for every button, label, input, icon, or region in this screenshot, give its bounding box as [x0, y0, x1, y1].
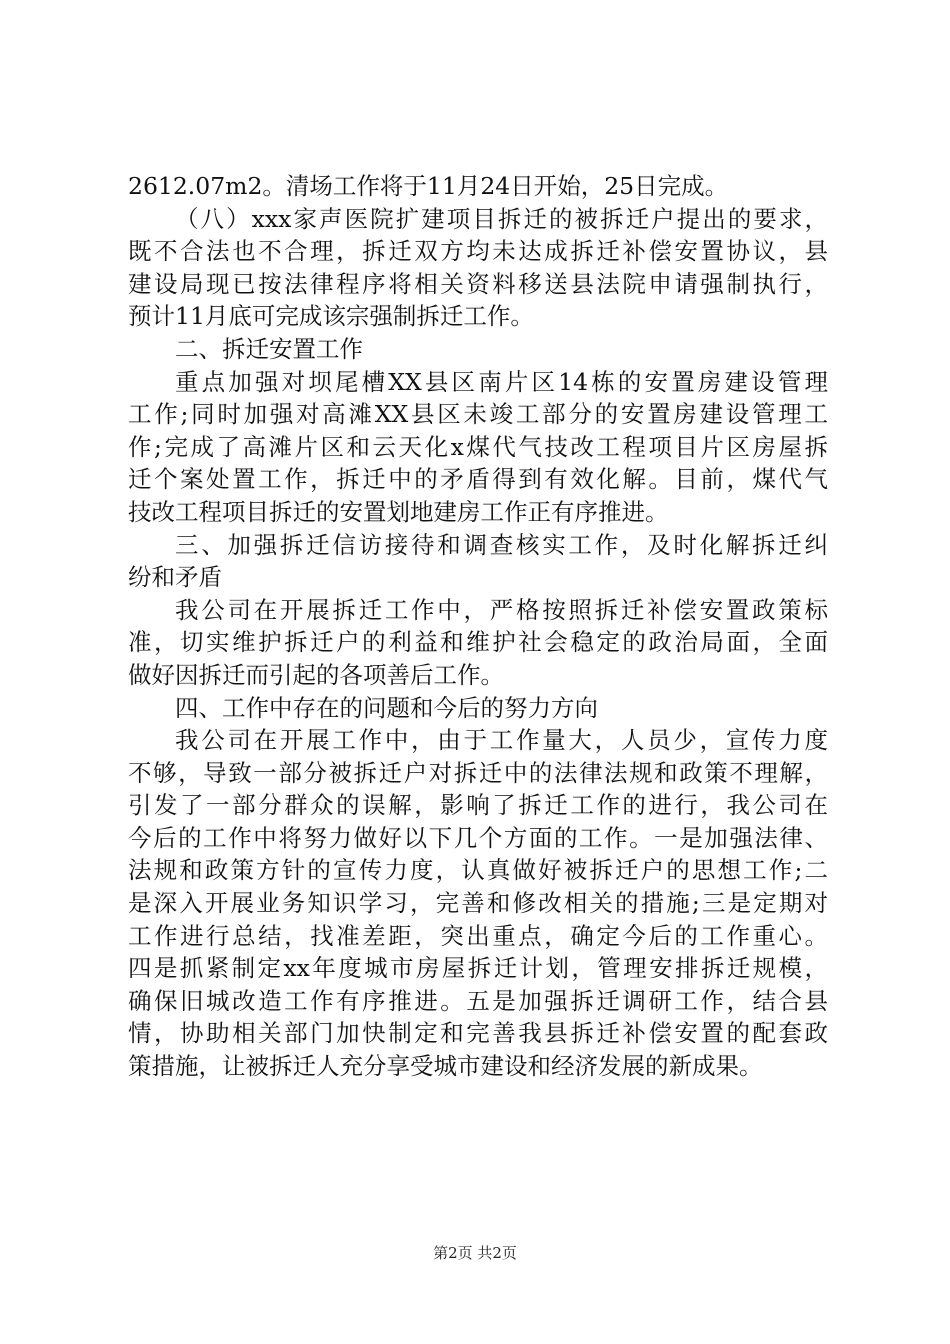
text-line: 2612.07m2。清场工作将于11月24日开始，25日完成。 [128, 172, 729, 200]
text-line: 工作;同时加强对高滩XX县区未竣工部分的安置房建设管理工 [128, 400, 828, 429]
text-line: 法规和政策方针的宣传力度，认真做好被拆迁户的思想工作;二 [128, 856, 828, 885]
text-line: 建设局现已按法律程序将相关资料移送县法院申请强制执行， [128, 269, 828, 298]
text-line: 作;完成了高滩片区和云天化x煤代气技改工程项目片区房屋拆 [128, 432, 828, 461]
document-body [128, 170, 828, 1083]
text-line: 技改工程项目拆迁的安置划地建房工作正有序推进。 [128, 497, 669, 526]
text-line: 工作进行总结，找准差距，突出重点，确定今后的工作重心。 [128, 921, 828, 950]
paragraph-start-line: （八）xxx家声医院扩建项目拆迁的被拆迁户提出的要求， [175, 204, 828, 233]
paragraph-start-line: 我公司在开展拆迁工作中，严格按照拆迁补偿安置政策标 [175, 595, 828, 624]
text-line: 不够，导致一部分被拆迁户对拆迁中的法律法规和政策不理解， [128, 758, 828, 787]
text-line: 情，协助相关部门加快制定和完善我县拆迁补偿安置的配套政 [128, 1019, 828, 1048]
paragraph-start-line: 重点加强对坝尾槽XX县区南片区14栋的安置房建设管理 [175, 367, 828, 396]
text-line: 引发了一部分群众的误解，影响了拆迁工作的进行，我公司在 [128, 791, 828, 820]
section-heading: 二、拆迁安置工作 [175, 334, 363, 363]
text-line: 准，切实维护拆迁户的利益和维护社会稳定的政治局面，全面 [128, 628, 828, 657]
paragraph-start-line: 我公司在开展工作中，由于工作量大，人员少，宣传力度 [175, 726, 828, 755]
text-line: 做好因拆迁而引起的各项善后工作。 [128, 660, 504, 689]
page-number-footer: 第2页 共2页 [433, 1244, 517, 1262]
text-line: 四是抓紧制定xx年度城市房屋拆迁计划，管理安排拆迁规模， [128, 954, 828, 983]
text-line: 确保旧城改造工作有序推进。五是加强拆迁调研工作，结合县 [128, 986, 828, 1015]
text-line: 预计11月底可完成该宗强制拆迁工作。 [128, 302, 534, 331]
text-line: 既不合法也不合理，拆迁双方均未达成拆迁补偿安置协议，县 [128, 237, 828, 266]
text-line: 迁个案处置工作，拆迁中的矛盾得到有效化解。目前，煤代气 [128, 465, 828, 494]
text-line: 今后的工作中将努力做好以下几个方面的工作。一是加强法律、 [128, 823, 828, 852]
text-line: 策措施，让被拆迁人充分享受城市建设和经济发展的新成果。 [128, 1052, 763, 1081]
section-heading: 四、工作中存在的问题和今后的努力方向 [175, 693, 598, 722]
section-heading: 三、加强拆迁信访接待和调查核实工作，及时化解拆迁纠 [175, 530, 828, 559]
text-line: 是深入开展业务知识学习，完善和修改相关的措施;三是定期对 [128, 889, 828, 918]
section-heading-continued: 纷和矛盾 [128, 563, 222, 592]
